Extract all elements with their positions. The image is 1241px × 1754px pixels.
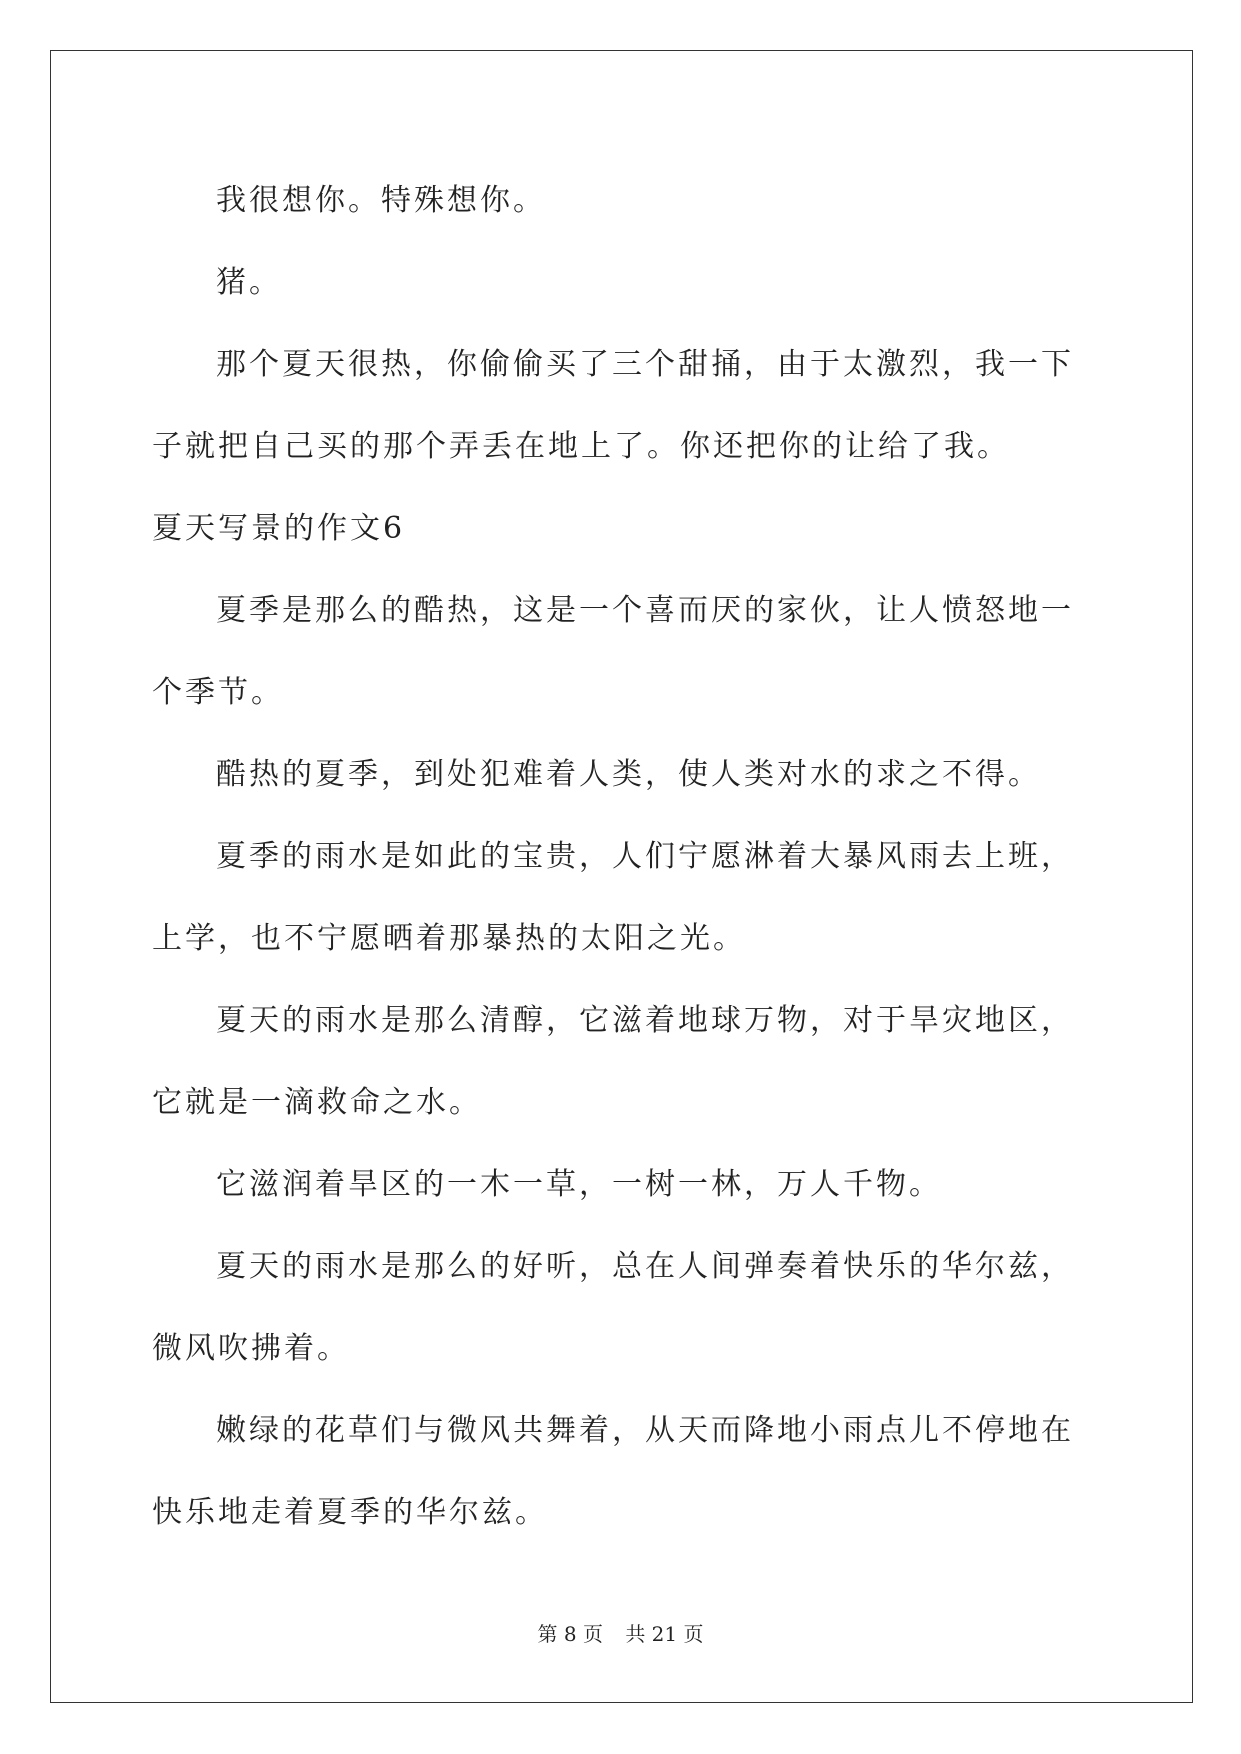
paragraph: 猪。 bbox=[216, 265, 282, 300]
paragraph: 我很想你。特殊想你。 bbox=[216, 183, 546, 218]
paragraph: 夏季是那么的酷热，这是一个喜而厌的家伙，让人愤怒地一个季节。 bbox=[152, 593, 1074, 710]
paragraph: 它滋润着旱区的一木一草，一树一林，万人千物。 bbox=[216, 1167, 942, 1202]
document-body bbox=[152, 160, 1092, 1554]
paragraph: 嫩绿的花草们与微风共舞着，从天而降地小雨点儿不停地在快乐地走着夏季的华尔兹。 bbox=[152, 1413, 1074, 1530]
paragraph: 那个夏天很热，你偷偷买了三个甜捅，由于太激烈，我一下子就把自己买的那个弄丢在地上了。你还把你的让给了我。 bbox=[152, 347, 1074, 464]
paragraph: 夏天的雨水是那么的好听，总在人间弹奏着快乐的华尔兹，微风吹拂着。 bbox=[152, 1249, 1074, 1366]
page-total: 共 21 页 bbox=[625, 1622, 704, 1646]
paragraph: 酷热的夏季，到处犯难着人类，使人类对水的求之不得。 bbox=[216, 757, 1041, 792]
section-heading: 夏天写景的作文6 bbox=[152, 511, 406, 546]
page-number: 第 8 页 bbox=[537, 1622, 603, 1646]
paragraph: 夏天的雨水是那么清醇，它滋着地球万物，对于旱灾地区，它就是一滴救命之水。 bbox=[152, 1003, 1074, 1120]
paragraph: 夏季的雨水是如此的宝贵，人们宁愿淋着大暴风雨去上班，上学，也不宁愿晒着那暴热的太阳之光。 bbox=[152, 839, 1074, 956]
page-footer bbox=[0, 1618, 1241, 1647]
